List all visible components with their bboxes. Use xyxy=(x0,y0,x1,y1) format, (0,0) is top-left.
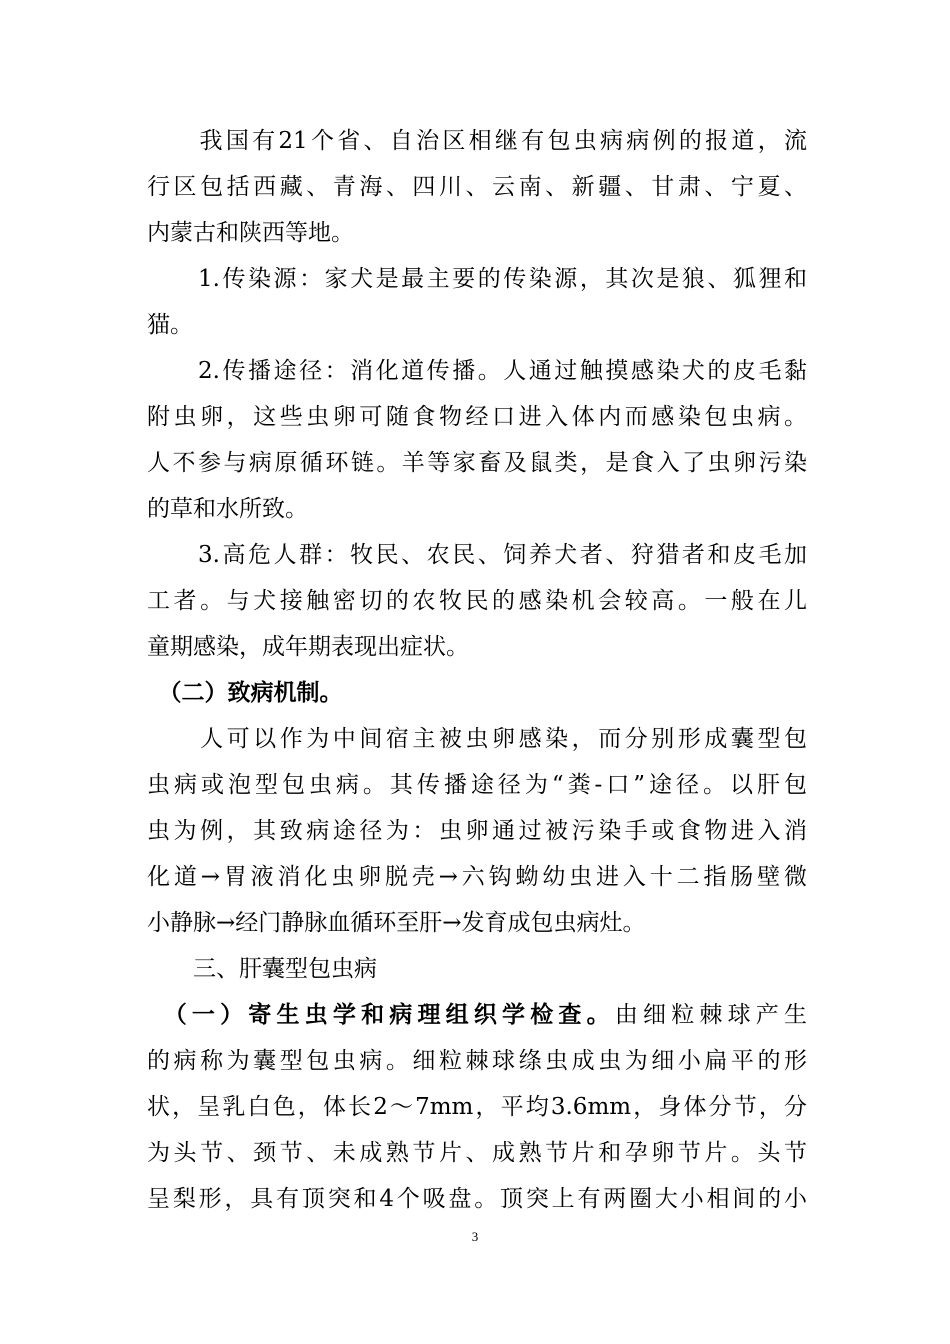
paragraph-line: 附虫卵，这些虫卵可随食物经口进入体内而感染包虫病。 xyxy=(147,404,807,430)
paragraph-line: 的病称为囊型包虫病。细粒棘球绦虫成虫为细小扁平的形 xyxy=(147,1048,807,1074)
paragraph-line: 化道→胃液消化虫卵脱壳→六钩蚴幼虫进入十二指肠壁微 xyxy=(147,864,807,890)
paragraph-line: 猫。 xyxy=(147,312,193,338)
paragraph-line: 人不参与病原循环链。羊等家畜及鼠类，是食入了虫卵污染 xyxy=(147,450,807,476)
page-number: 3 xyxy=(471,1229,479,1244)
paragraph-text: 由细粒棘球产生 xyxy=(614,1002,808,1028)
paragraph-line: 虫为例，其致病途径为：虫卵通过被污染手或食物进入消 xyxy=(147,818,807,844)
paragraph-line: 我国有21个省、自治区相继有包虫病病例的报道，流 xyxy=(147,128,807,154)
paragraph-line: 为头节、颈节、未成熟节片、成熟节片和孕卵节片。头节 xyxy=(147,1140,807,1166)
paragraph-line: 1.传染源：家犬是最主要的传染源，其次是狼、狐狸和 xyxy=(147,266,807,292)
paragraph-line: 状，呈乳白色，体长2～7mm，平均3.6mm，身体分节，分 xyxy=(147,1094,807,1120)
paragraph-line: 童期感染，成年期表现出症状。 xyxy=(147,634,469,660)
paragraph-line: 人可以作为中间宿主被虫卵感染，而分别形成囊型包 xyxy=(147,726,807,752)
paragraph-line: 小静脉→经门静脉血循环至肝→发育成包虫病灶。 xyxy=(147,910,646,936)
paragraph-line: 的草和水所致。 xyxy=(147,496,308,522)
paragraph-line: 虫病或泡型包虫病。其传播途径为“粪-口”途径。以肝包 xyxy=(147,772,807,798)
section-heading: （二）致病机制。 xyxy=(147,679,343,706)
section-title: 三、肝囊型包虫病 xyxy=(147,956,377,982)
subsection-heading: （一）寄生虫学和病理组织学检查。 xyxy=(147,1001,615,1028)
paragraph-line: 3.高危人群：牧民、农民、饲养犬者、狩猎者和皮毛加 xyxy=(147,542,807,568)
paragraph-line xyxy=(147,1000,807,1030)
paragraph-line: 2.传播途径：消化道传播。人通过触摸感染犬的皮毛黏 xyxy=(147,358,807,384)
paragraph-line: 内蒙古和陕西等地。 xyxy=(147,220,354,246)
paragraph-line: 行区包括西藏、青海、四川、云南、新疆、甘肃、宁夏、 xyxy=(147,174,807,200)
paragraph-line: 呈梨形，具有顶突和4个吸盘。顶突上有两圈大小相间的小 xyxy=(147,1186,807,1212)
paragraph-line: 工者。与犬接触密切的农牧民的感染机会较高。一般在儿 xyxy=(147,588,807,614)
